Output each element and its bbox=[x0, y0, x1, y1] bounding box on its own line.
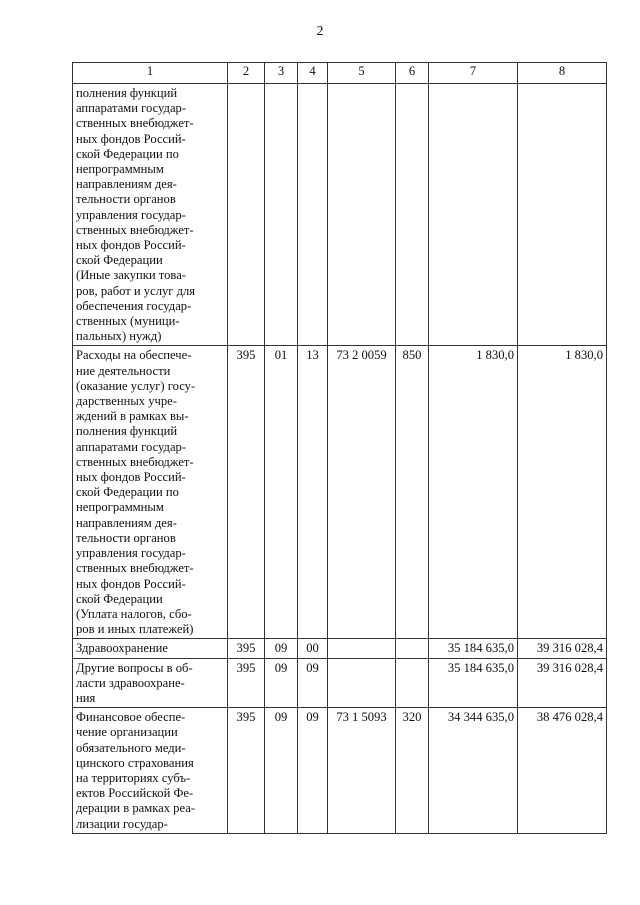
cell-target-article: 73 2 0059 bbox=[328, 346, 396, 639]
description-line: ской Федерации bbox=[76, 253, 163, 268]
description-line: аппаратами государ- bbox=[76, 101, 187, 116]
description-line: ской Федерации по bbox=[76, 485, 179, 500]
cell-subsection: 00 bbox=[298, 639, 328, 658]
description-line: полнения функций bbox=[76, 424, 178, 439]
description-line: пальных) нужд) bbox=[76, 329, 162, 344]
description-line: ектов Российской Фе- bbox=[76, 786, 194, 801]
cell-section: 09 bbox=[265, 708, 298, 834]
cell-amount-year2: 39 316 028,4 bbox=[518, 639, 607, 658]
description-line: дерации в рамках реа- bbox=[76, 801, 195, 816]
header-row bbox=[73, 63, 607, 84]
column-header: 8 bbox=[518, 63, 607, 84]
description-line: непрограммным bbox=[76, 500, 164, 515]
cell-ministry bbox=[228, 84, 265, 346]
cell-amount-year1: 34 344 635,0 bbox=[429, 708, 518, 834]
description-line: ласти здравоохране- bbox=[76, 675, 185, 690]
description-line: направлениям дея- bbox=[76, 515, 177, 530]
cell-target-article: 73 1 5093 bbox=[328, 708, 396, 834]
column-header: 2 bbox=[228, 63, 265, 84]
cell-ministry: 395 bbox=[228, 708, 265, 834]
column-header: 1 bbox=[73, 63, 228, 84]
description-line: дарственных учре- bbox=[76, 394, 177, 409]
cell-subsection: 09 bbox=[298, 708, 328, 834]
description-line: ров, работ и услуг для bbox=[76, 283, 196, 298]
cell-section: 09 bbox=[265, 658, 298, 708]
description-line: (оказание услуг) госу- bbox=[76, 378, 196, 393]
cell-target-article bbox=[328, 84, 396, 346]
description-line: цинского страхования bbox=[76, 755, 194, 770]
description-line: Здравоохранение bbox=[76, 641, 169, 656]
description-line: обязательного меди- bbox=[76, 740, 186, 755]
column-header: 3 bbox=[265, 63, 298, 84]
budget-table bbox=[72, 62, 607, 834]
description-line: Расходы на обеспече- bbox=[76, 348, 192, 363]
cell-amount-year2: 1 830,0 bbox=[518, 346, 607, 639]
description-line: на территориях субъ- bbox=[76, 770, 191, 785]
cell-expense-type bbox=[396, 658, 429, 708]
description-line: управления государ- bbox=[76, 546, 186, 561]
cell-description bbox=[73, 708, 228, 834]
description-line: обеспечения государ- bbox=[76, 298, 192, 313]
cell-section: 09 bbox=[265, 639, 298, 658]
description-line: ской Федерации bbox=[76, 591, 163, 606]
column-header: 4 bbox=[298, 63, 328, 84]
description-line: ние деятельности bbox=[76, 363, 171, 378]
cell-amount-year1: 35 184 635,0 bbox=[429, 639, 518, 658]
description-line: лизации государ- bbox=[76, 816, 168, 831]
cell-amount-year2 bbox=[518, 84, 607, 346]
cell-target-article bbox=[328, 658, 396, 708]
description-line: управления государ- bbox=[76, 207, 186, 222]
description-line: полнения функций bbox=[76, 86, 178, 100]
description-line: Финансовое обеспе- bbox=[76, 710, 186, 725]
description-line: ных фондов Россий- bbox=[76, 576, 186, 591]
description-line: непрограммным bbox=[76, 162, 164, 177]
page-number: 2 bbox=[316, 24, 324, 39]
cell-expense-type: 850 bbox=[396, 346, 429, 639]
description-line: направлениям дея- bbox=[76, 177, 177, 192]
cell-section: 01 bbox=[265, 346, 298, 639]
description-line: ных фондов Россий- bbox=[76, 131, 186, 146]
cell-target-article bbox=[328, 639, 396, 658]
description-line: ственных (муници- bbox=[76, 314, 180, 329]
table-row bbox=[73, 84, 607, 346]
cell-ministry: 395 bbox=[228, 639, 265, 658]
cell-expense-type: 320 bbox=[396, 708, 429, 834]
description-line: ния bbox=[76, 690, 96, 705]
description-line: аппаратами государ- bbox=[76, 439, 187, 454]
cell-amount-year2: 38 476 028,4 bbox=[518, 708, 607, 834]
description-line: тельности органов bbox=[76, 192, 176, 207]
description-line: ственных внебюджет- bbox=[76, 116, 194, 131]
column-header: 6 bbox=[396, 63, 429, 84]
cell-amount-year1 bbox=[429, 84, 518, 346]
table-row bbox=[73, 346, 607, 639]
cell-section bbox=[265, 84, 298, 346]
cell-description bbox=[73, 84, 228, 346]
description-line: чение организации bbox=[76, 725, 178, 740]
description-line: ственных внебюджет- bbox=[76, 561, 194, 576]
cell-description bbox=[73, 346, 228, 639]
cell-expense-type bbox=[396, 639, 429, 658]
description-line: ждений в рамках вы- bbox=[76, 409, 189, 424]
cell-ministry: 395 bbox=[228, 346, 265, 639]
cell-expense-type bbox=[396, 84, 429, 346]
cell-amount-year1: 1 830,0 bbox=[429, 346, 518, 639]
description-line: ственных внебюджет- bbox=[76, 454, 194, 469]
cell-amount-year2: 39 316 028,4 bbox=[518, 658, 607, 708]
column-header: 5 bbox=[328, 63, 396, 84]
description-line: ской Федерации по bbox=[76, 146, 179, 161]
cell-description bbox=[73, 639, 228, 658]
cell-subsection: 13 bbox=[298, 346, 328, 639]
cell-subsection: 09 bbox=[298, 658, 328, 708]
table-row bbox=[73, 708, 607, 834]
table-row bbox=[73, 658, 607, 708]
description-line: ных фондов Россий- bbox=[76, 238, 186, 253]
description-line: (Иные закупки това- bbox=[76, 268, 186, 283]
description-line: тельности органов bbox=[76, 530, 176, 545]
cell-description bbox=[73, 658, 228, 708]
description-line: ных фондов Россий- bbox=[76, 470, 186, 485]
description-line: ственных внебюджет- bbox=[76, 222, 194, 237]
description-line: (Уплата налогов, сбо- bbox=[76, 606, 192, 621]
description-line: ров и иных платежей) bbox=[76, 622, 194, 637]
column-header: 7 bbox=[429, 63, 518, 84]
description-line: Другие вопросы в об- bbox=[76, 660, 193, 675]
table-row bbox=[73, 639, 607, 658]
cell-ministry: 395 bbox=[228, 658, 265, 708]
cell-amount-year1: 35 184 635,0 bbox=[429, 658, 518, 708]
cell-subsection bbox=[298, 84, 328, 346]
